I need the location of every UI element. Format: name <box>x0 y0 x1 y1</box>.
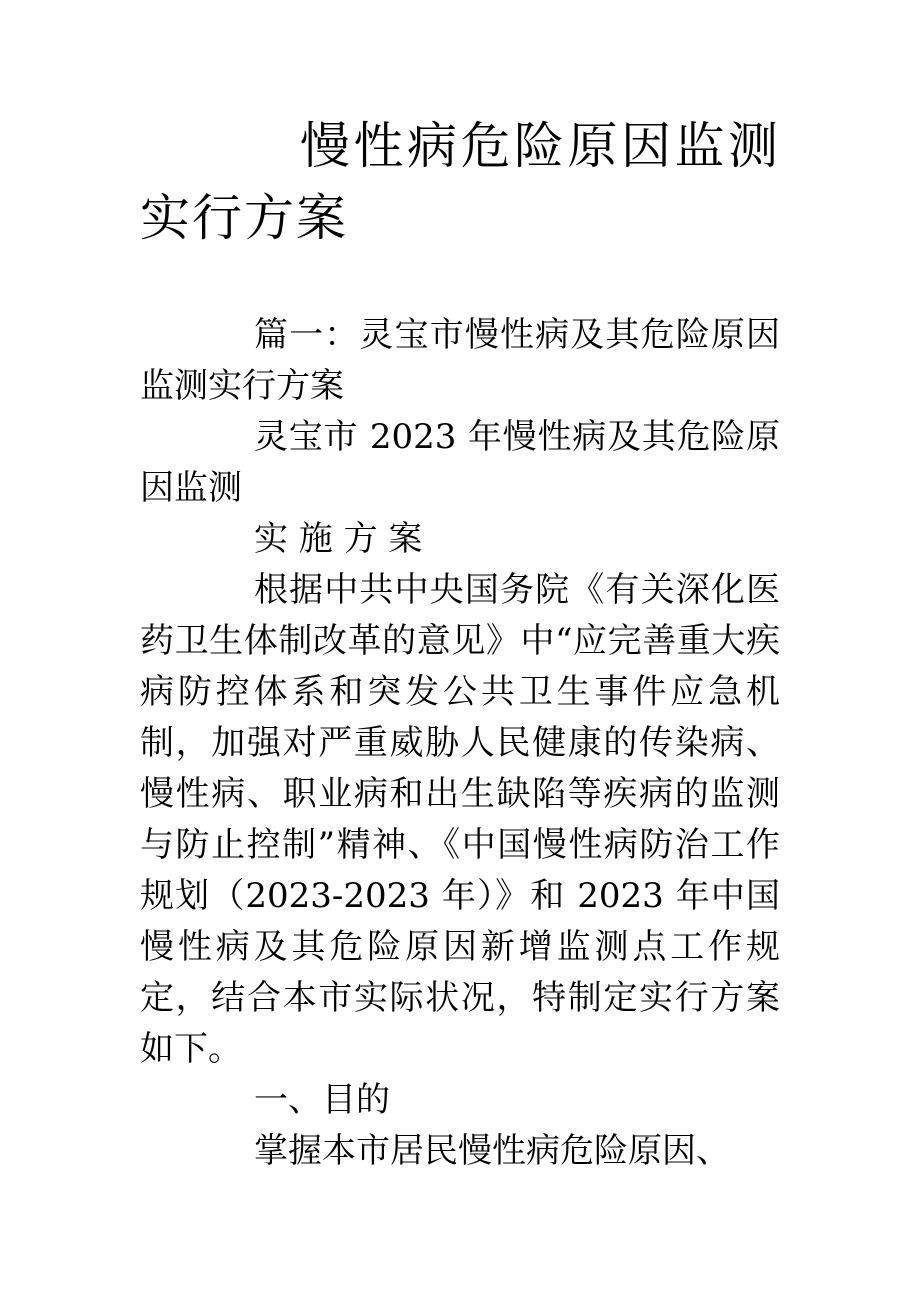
paragraph-basis: 根据中共中央国务院《有关深化医药卫生体制改革的意见》中“应完善重大疾病防控体系和突发公共卫生事件应急机制，加强对严重威胁人民健康的传染病、慢性病、职业病和出生缺陷等疾病的监测与防止控制”精神、《中国慢性病防治工作规划（2023-2023 年）》和 2023 年中国慢性病及其危险原因新增监测点工作规定，结合本市实际状况，特制定实行方案如下。 <box>140 570 780 1069</box>
paragraph-plan-subtitle: 灵宝市 2023 年慢性病及其危险原因监测 <box>140 417 780 508</box>
paragraph-purpose: 掌握本市居民慢性病危险原因、 <box>254 1131 730 1171</box>
section-heading-purpose: 一、目的 <box>254 1080 390 1120</box>
document-body <box>140 310 780 1177</box>
paragraph-article-heading: 篇一：灵宝市慢性病及其危险原因监测实行方案 <box>140 315 780 406</box>
document-page <box>140 0 780 1177</box>
document-title: 慢性病危险原因监测实行方案 <box>140 117 780 247</box>
paragraph-implementation-plan: 实 施 方 案 <box>254 519 423 559</box>
